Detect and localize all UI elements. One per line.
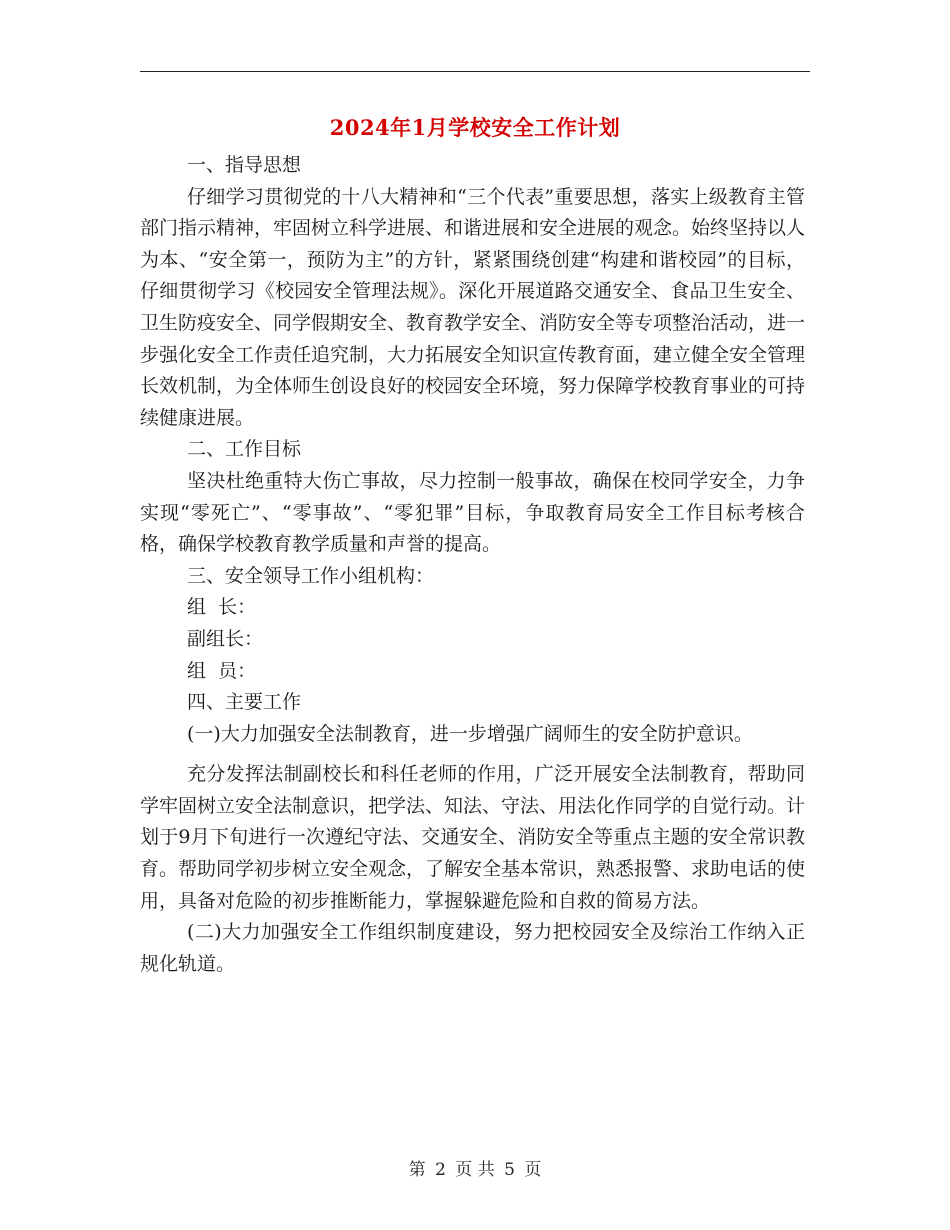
document-title: 2024年1月学校安全工作计划	[329, 115, 621, 140]
paragraph-guiding-thought: 仔细学习贯彻党的十八大精神和“三个代表”重要思想，落实上级教育主管部门指示精神，牢固树立科学进展、和谐进展和安全进展的观念。始终坚持以人为本、“安全第一，预防为主”的方针，紧紧围绕创建“构建和谐校园”的目标，仔细贯彻学习《校园安全管理法规》。深化开展道路交通安全、食品卫生安全、卫生防疫安全、同学假期安全、教育教学安全、消防安全等专项整治活动，进一步强化安全工作责任追究制，大力拓展安全知识宣传教育面，建立健全安全管理长效机制，为全体师生创设良好的校园安全环境，努力保障学校教育事业的可持续健康进展。	[140, 185, 806, 429]
subsection-heading-1: (一)大力加强安全法制教育，进一步增强广阔师生的安全防护意识。	[187, 722, 753, 745]
paragraph-work-goal: 坚决杜绝重特大伤亡事故，尽力控制一般事故，确保在校同学安全，力争实现“零死亡”、“零事故”、“零犯罪”目标，争取教育局安全工作目标考核合格，确保学校教育教学质量和声誉的提高。	[140, 469, 805, 556]
footer-suffix: 页	[524, 1160, 542, 1180]
paragraph-legal-education: 充分发挥法制副校长和科任老师的作用，广泛开展安全法制教育，帮助同学牢固树立安全法制意识，把学法、知法、守法、用法化作同学的自觉行动。计划于9月下旬进行一次遵纪守法、交通安全、消防安全等重点主题的安全常识教育。帮助同学初步树立安全观念，了解安全基本常识，熟悉报警、求助电话的使用，具备对危险的初步推断能力，掌握躲避危险和自救的简易方法。	[140, 763, 806, 912]
footer-middle: 页 共	[455, 1160, 495, 1180]
footer-prefix: 第	[408, 1160, 426, 1180]
header-rule	[140, 71, 810, 72]
deputy-leader-line: 副组长：	[187, 627, 264, 650]
team-member-line: 组 员：	[187, 659, 257, 682]
subsection-heading-2: (二)大力加强安全工作组织制度建设，努力把校园安全及综治工作纳入正规化轨道。	[140, 921, 805, 975]
footer-total-pages: 5	[504, 1160, 515, 1180]
page-footer	[0, 1155, 950, 1180]
section-heading-2: 二、工作目标	[187, 438, 302, 461]
document-body	[140, 150, 805, 980]
section-heading-4: 四、主要工作	[187, 691, 302, 714]
footer-page-number: 2	[435, 1160, 446, 1180]
team-leader-line: 组 长：	[187, 596, 257, 619]
section-heading-3: 三、安全领导工作小组机构：	[187, 564, 435, 587]
section-heading-1: 一、指导思想	[187, 154, 302, 176]
